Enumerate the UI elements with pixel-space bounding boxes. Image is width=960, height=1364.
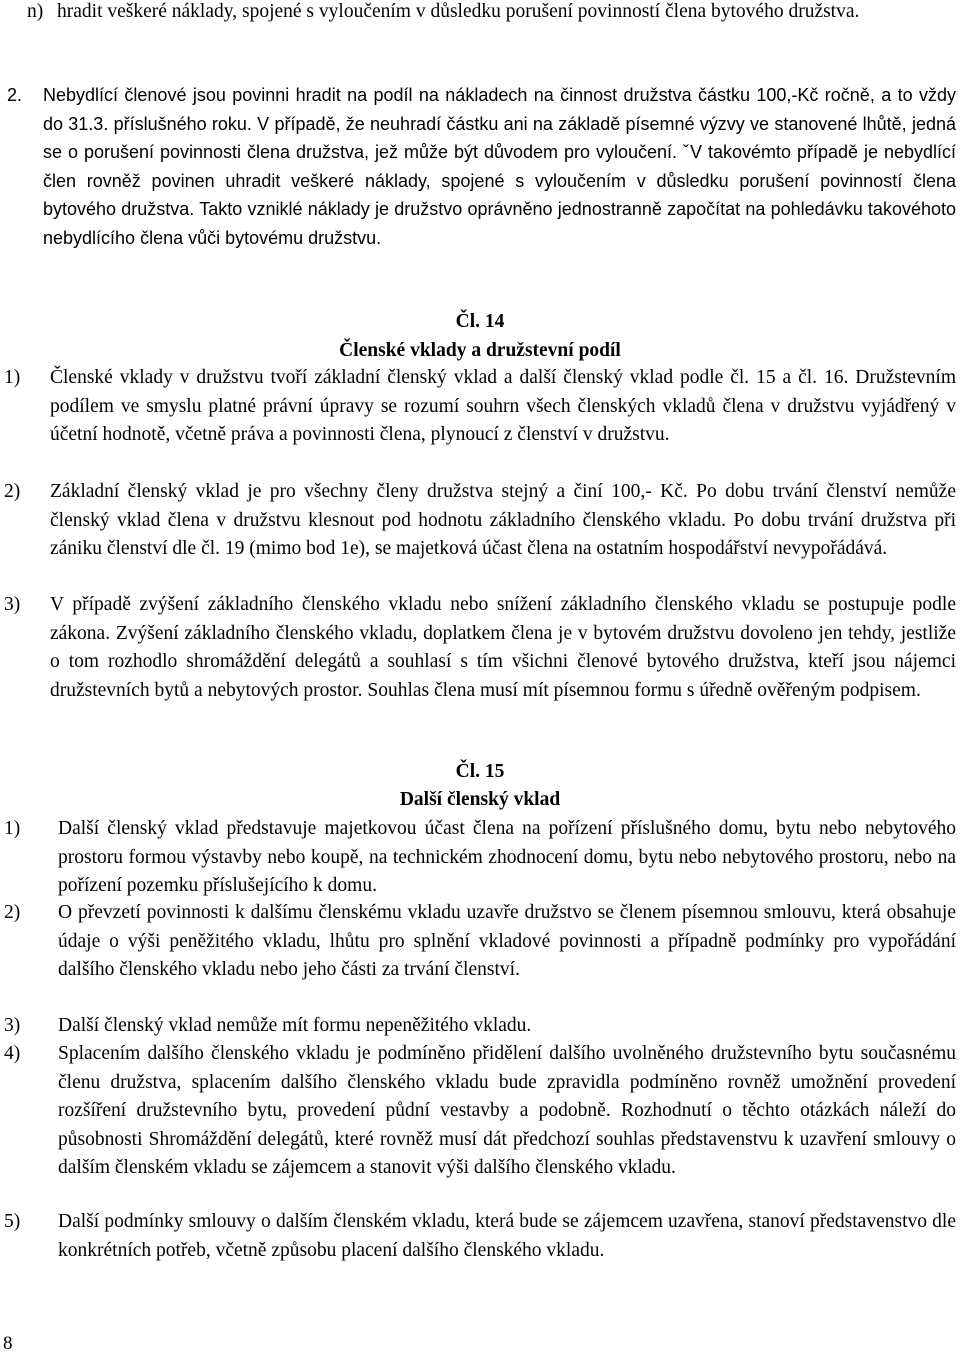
art15-item-2-label: 2): [4, 902, 21, 923]
article-14-title: Členské vklady a družstevní podíl: [339, 340, 621, 361]
art15-item-1-text: Další členský vklad představuje majetkovou účast člena na pořízení příslušného domu, bytu nebo nebytového prostoru formou výstavby nebo koupě, na technickém zhodnocení domu, bytu nebo nebytového prostoru, nebo na pořízení pozemku příslušejícího k domu.: [58, 818, 956, 896]
art15-item-4-text: Splacením dalšího členského vkladu je podmíněno přidělení dalšího uvolněného družstevního bytu současnému členu družstva, splacením dalšího členského vkladu bude zpravidla podmíněno rovněž umožnění provedení rozšíření družstevního bytu, provedení půdní vestavby a podobně. Rozhodnutí o těchto otázkách náleží do působnosti Shromáždění delegátů, které rovněž musí dát předchozí souhlas představenstvu k uzavření smlouvy o dalším členském vkladu se zájemcem a stanovit výši dalšího členského vkladu.: [58, 1043, 956, 1178]
art15-item-1-label: 1): [4, 818, 21, 839]
article-15-title: Další členský vklad: [399, 789, 561, 810]
art14-item-1-label: 1): [4, 367, 21, 388]
art14-item-3-label: 3): [4, 594, 21, 615]
art15-item-2-text: O převzetí povinnosti k dalšímu členskému vkladu uzavře družstvo se členem písemnou smlouvu, která obsahuje údaje o výši peněžitého vkladu, lhůtu pro splnění vkladové povinnosti a případně podmínky pro vypořádání dalšího členského vkladu nebo jeho části za trvání členství.: [58, 902, 956, 980]
art15-item-5-label: 5): [4, 1211, 21, 1232]
art14-item-2-label: 2): [4, 481, 21, 502]
art15-item-5-text: Další podmínky smlouvy o dalším členském vkladu, která bude se zájemcem uzavřena, stanoví představenstvo dle konkrétních potřeb, včetně způsobu placení dalšího členského vkladu.: [58, 1211, 956, 1261]
item-n-label: n): [27, 1, 44, 22]
item-2-text: [43, 81, 956, 252]
article-15-number: Čl. 15: [455, 761, 505, 782]
article-14-number: Čl. 14: [455, 311, 505, 332]
art15-item-3-text: Další členský vklad nemůže mít formu nepeněžitého vkladu.: [58, 1015, 532, 1036]
art14-item-2-text: Základní členský vklad je pro všechny členy družstva stejný a činí 100,- Kč. Po dobu trvání členství nemůže členský vklad člena v družstvu klesnout pod hodnotu základního členského vkladu. Po dobu trvání družstva při zániku členství dle čl. 19 (mimo bod 1e), se majetková účast člena na ostatním hospodářství nevypořádává.: [50, 481, 956, 559]
item-2-label: 2.: [7, 85, 23, 105]
art15-item-4-label: 4): [4, 1043, 21, 1064]
art14-item-1-text: Členské vklady v družstvu tvoří základní členský vklad a další členský vklad podle čl. 15 a čl. 16. Družstevním podílem ve smyslu platné právní úpravy se rozumí souhrn všech členských vkladů člena v družstvu vyjádřený v účetní hodnotě, včetně práva a povinnosti člena, plynoucí z členství v družstvu.: [50, 367, 956, 445]
item-2-text-content: Nebydlící členové jsou povinni hradit na podíl na nákladech na činnost družstva částku 100,-Kč ročně, a to vždy do 31.3. příslušného roku. V případě, že neuhradí částku ani na základě písemné výzvy ve stanovené lhůtě, jedná se o porušení povinnosti člena družstva, jež může být důvodem pro vyloučení. ˇV takovémto případě je nebydlící člen rovněž povinen uhradit veškeré náklady, spojené s vyloučením v důsledku porušení povinností člena bytového družstva. Takto vzniklé náklady je družstvo oprávněno jednostranně započítat na pohledávku takovéhoto nebydlícího člena vůči bytovému družstvu.: [43, 85, 956, 248]
art15-item-3-label: 3): [4, 1015, 21, 1036]
item-n-text: hradit veškeré náklady, spojené s vyloučením v důsledku porušení povinností člena bytového družstva.: [57, 1, 860, 22]
art14-item-3-text: V případě zvýšení základního členského vkladu nebo snížení základního členského vkladu se postupuje podle zákona. Zvýšení základního členského vkladu, doplatkem člena je v bytovém družstvu dovoleno jen tehdy, jestliže o tom rozhodlo shromáždění delegátů a souhlasí s tím všichni členové bytového družstva, kteří jsou nájemci družstevních bytů a nebytových prostor. Souhlas člena musí mít písemnou formu s úředně ověřeným podpisem.: [50, 594, 956, 701]
page-number: 8: [3, 1333, 13, 1354]
